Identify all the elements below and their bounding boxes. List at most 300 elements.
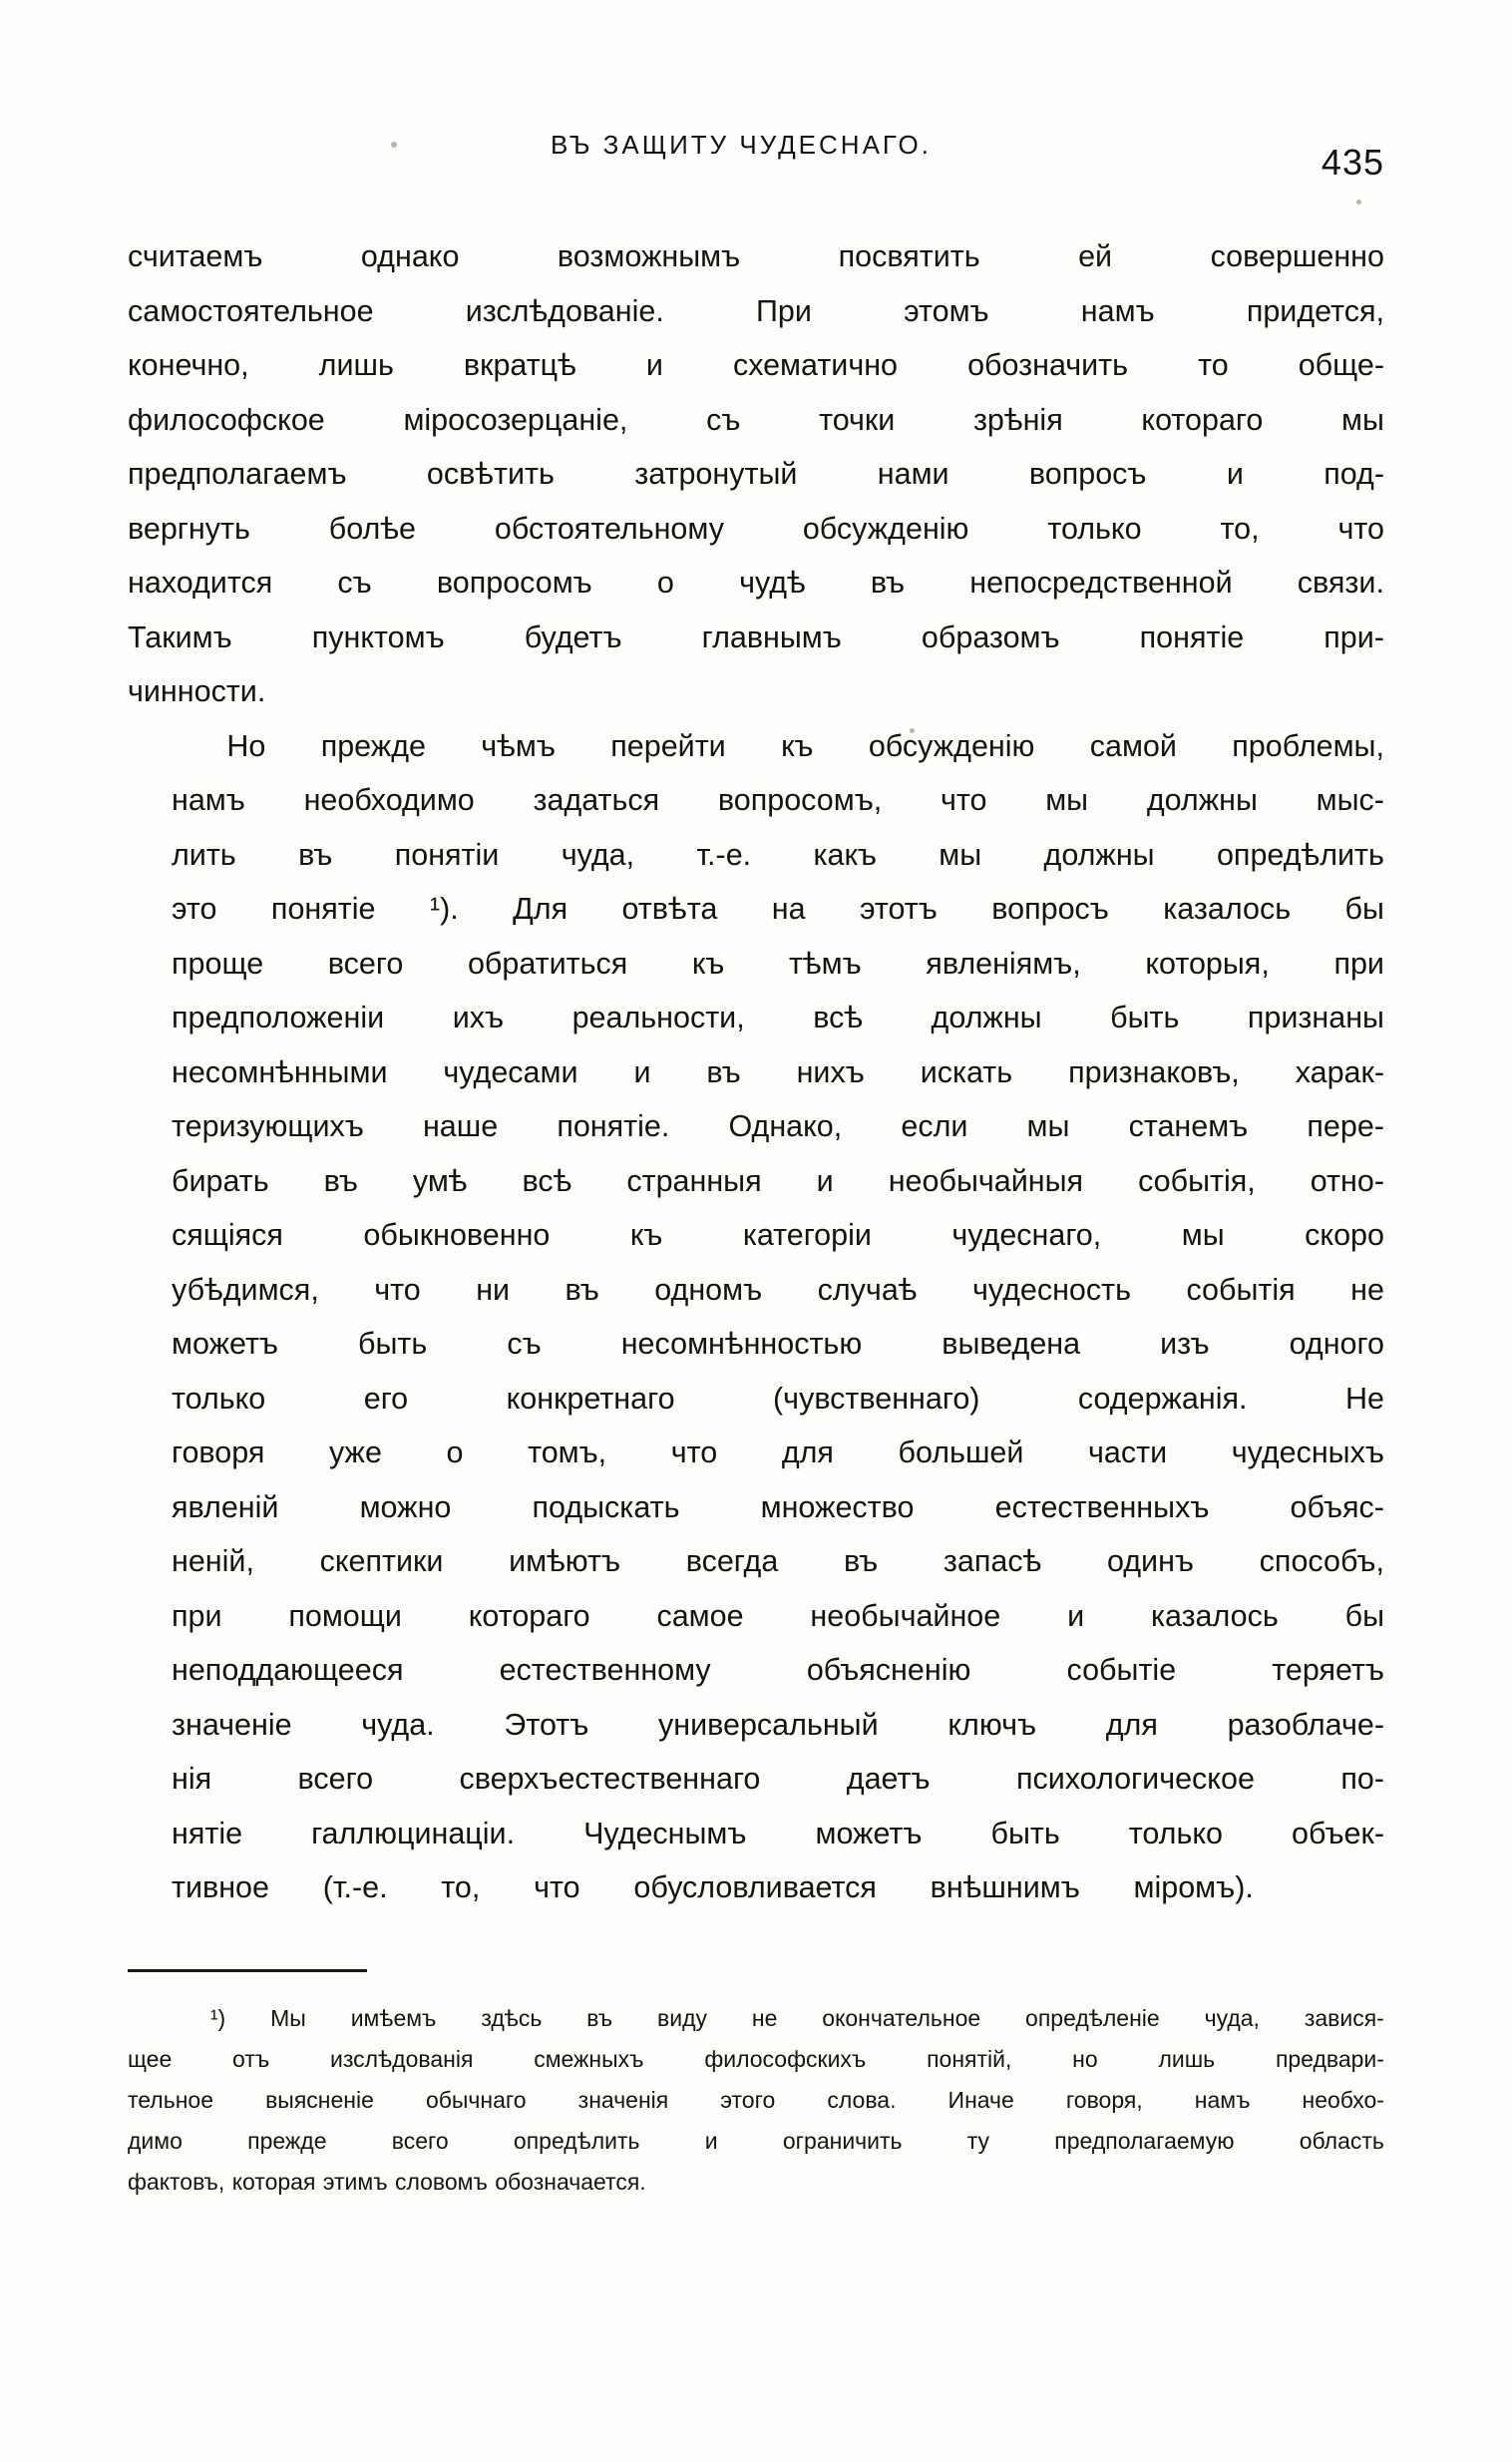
word: здѣсь: [481, 2004, 543, 2031]
word: должны: [1043, 837, 1155, 872]
word: чудесныхъ: [1231, 1436, 1384, 1469]
word: не: [1350, 1272, 1384, 1307]
text-line: [128, 2121, 1384, 2162]
paragraph-1: [128, 229, 1384, 719]
word: точки: [819, 402, 896, 437]
word: конкретнаго: [506, 1381, 675, 1416]
footnote: [128, 1998, 1384, 2203]
word: нихъ: [796, 1054, 865, 1089]
word: мы: [1181, 1218, 1225, 1252]
word: бирать: [172, 1163, 269, 1198]
word: говоря,: [1065, 2086, 1143, 2113]
word: (т.-е.: [322, 1870, 388, 1904]
word: естественному: [499, 1653, 711, 1687]
word: къ: [629, 1218, 663, 1252]
word: реальности,: [571, 1001, 745, 1034]
word: должны: [1146, 783, 1258, 817]
word: придется,: [1246, 293, 1384, 328]
word: его: [363, 1381, 409, 1416]
paragraph-2: [128, 719, 1384, 1915]
word: намъ: [1194, 2086, 1251, 2113]
word: философскихъ: [704, 2045, 867, 2072]
word: естественныхъ: [994, 1489, 1210, 1524]
word: то,: [441, 1870, 481, 1904]
word: Для: [513, 892, 568, 926]
word: этимъ: [322, 2168, 388, 2195]
word: къ: [781, 728, 814, 763]
word: въ: [706, 1054, 741, 1089]
word: даетъ: [846, 1762, 931, 1796]
word: скоро: [1305, 1218, 1384, 1252]
word: при-: [1323, 619, 1384, 654]
word: обыкновенно: [363, 1218, 551, 1252]
word: опредѣлить: [1216, 837, 1384, 872]
word: съ: [337, 566, 372, 600]
word: о: [656, 566, 674, 600]
word: виду: [657, 2004, 707, 2031]
word: бы: [1344, 1598, 1384, 1633]
word: мы: [1341, 402, 1384, 437]
word: перейти: [610, 728, 726, 763]
word: о: [446, 1436, 464, 1469]
word: чудесами: [443, 1054, 578, 1089]
word: проще: [172, 946, 264, 981]
word: чудѣ: [739, 566, 806, 600]
word: предположеніи: [172, 1001, 385, 1034]
text-line: [128, 1698, 1384, 1753]
text-line: [128, 229, 1384, 284]
word: что: [374, 1272, 421, 1307]
word: объясненію: [806, 1653, 971, 1687]
word: признаны: [1247, 1001, 1384, 1034]
word: предполагаемъ: [128, 457, 347, 491]
word: тельное: [128, 2086, 213, 2113]
word: непосредственной: [969, 566, 1233, 600]
word: харак-: [1295, 1054, 1384, 1089]
word: въ: [565, 1272, 599, 1307]
word: множество: [760, 1489, 915, 1524]
word: всего: [391, 2127, 449, 2154]
word: всего: [327, 946, 404, 981]
word: предвари-: [1275, 2045, 1384, 2072]
word: т.-е.: [696, 837, 752, 872]
word: отвѣта: [621, 892, 718, 926]
word: ¹): [209, 2004, 226, 2031]
word: быть: [1110, 1001, 1180, 1034]
word: сверхъестественнаго: [459, 1762, 761, 1796]
word: способъ,: [1259, 1544, 1384, 1578]
word: этотъ: [859, 892, 938, 926]
word: объяс-: [1290, 1489, 1384, 1524]
text-line: [128, 882, 1384, 937]
word: затронутый: [634, 457, 798, 491]
word: самой: [1089, 728, 1177, 763]
text-line: [128, 937, 1384, 992]
word: скептики: [319, 1544, 444, 1578]
word: однако: [360, 239, 460, 273]
word: Но: [226, 728, 266, 763]
word: Этотъ: [504, 1707, 589, 1742]
word: ни: [476, 1272, 511, 1307]
word: это: [172, 892, 217, 926]
word: котораго: [1141, 402, 1264, 437]
word: обозначается.: [495, 2168, 646, 2195]
word: ключъ: [947, 1707, 1037, 1742]
word: къ: [691, 946, 725, 981]
word: вопросомъ,: [717, 783, 883, 817]
word: въ: [843, 1544, 879, 1578]
word: имѣемъ: [350, 2004, 437, 2031]
word: возможнымъ: [557, 239, 741, 273]
word: котораго: [468, 1598, 590, 1633]
indent-space: [128, 719, 172, 774]
word: находится: [128, 566, 273, 600]
word: значеніе: [172, 1707, 292, 1742]
word: несомнѣнностью: [620, 1327, 863, 1361]
word: случаѣ: [817, 1272, 918, 1307]
word: что: [1337, 511, 1384, 546]
word: понятіе.: [557, 1109, 670, 1143]
word: и: [645, 348, 663, 382]
text-line: [128, 1998, 1384, 2039]
word: запасѣ: [943, 1544, 1042, 1578]
word: самое: [656, 1598, 744, 1633]
word: лишь: [318, 348, 394, 382]
word: только: [172, 1381, 266, 1416]
word: быть: [990, 1816, 1060, 1850]
word: чуда,: [561, 837, 635, 872]
word: одного: [1289, 1327, 1384, 1361]
word: что: [940, 783, 987, 817]
text-line: [128, 1154, 1384, 1209]
text-line: [128, 1208, 1384, 1263]
word: но: [1072, 2045, 1098, 2072]
word: для: [781, 1436, 834, 1469]
word: и: [816, 1163, 834, 1198]
word: зрѣнія: [972, 402, 1063, 437]
word: ограничить: [782, 2127, 903, 2154]
word: можно: [359, 1489, 452, 1524]
text-line: [128, 2039, 1384, 2080]
word: можетъ: [815, 1816, 923, 1850]
word: міросозерцаніе,: [403, 402, 628, 437]
word: нами: [877, 457, 949, 491]
word: словомъ: [394, 2168, 488, 2195]
word: категоріи: [742, 1218, 872, 1252]
word: чудесность: [971, 1272, 1131, 1307]
word: бы: [1344, 892, 1384, 926]
word: конечно,: [128, 348, 249, 382]
word: обозначить: [967, 348, 1129, 382]
text-line: [128, 1317, 1384, 1372]
word: понятіе: [270, 892, 376, 926]
word: событія,: [1138, 1163, 1256, 1198]
word: выведена: [942, 1327, 1081, 1361]
word: то: [1198, 348, 1229, 382]
word: и: [633, 1054, 651, 1089]
text-line: [128, 828, 1384, 883]
word: которая: [231, 2168, 316, 2195]
text-line: [128, 1534, 1384, 1589]
word: мы: [1045, 783, 1089, 817]
word: обще-: [1298, 348, 1384, 382]
word: прежде: [247, 2127, 327, 2154]
word: необходимо: [303, 783, 475, 817]
word: вопросъ: [991, 892, 1109, 926]
word: объек-: [1292, 1816, 1384, 1850]
word: если: [901, 1109, 968, 1143]
word: освѣтить: [426, 457, 555, 491]
word: большей: [898, 1436, 1024, 1469]
word: въ: [586, 2004, 613, 2031]
word: явленій: [172, 1489, 279, 1524]
word: быть: [358, 1327, 428, 1361]
word: при: [172, 1598, 222, 1633]
word: этомъ: [904, 293, 989, 328]
text-line: [128, 1099, 1384, 1154]
word: всего: [297, 1762, 374, 1796]
word: можетъ: [172, 1327, 278, 1361]
text-line: [128, 1426, 1384, 1480]
word: въ: [323, 1163, 358, 1198]
word: казалось: [1163, 892, 1292, 926]
word: ту: [966, 2127, 990, 2154]
word: чуда.: [361, 1707, 435, 1742]
word: обсужденію: [802, 511, 969, 546]
text-line: [128, 447, 1384, 502]
word: выясненіе: [265, 2086, 374, 2113]
word: не: [751, 2004, 778, 2031]
page-number: 435: [1321, 142, 1384, 183]
word: Иначе: [947, 2086, 1014, 2113]
word: болѣе: [328, 511, 416, 546]
word: міромъ).: [1133, 1870, 1254, 1904]
word: помощи: [288, 1598, 402, 1633]
text-line: [128, 1589, 1384, 1644]
word: область: [1299, 2127, 1384, 2154]
word: задаться: [533, 783, 660, 817]
word: фактовъ,: [128, 2168, 225, 2195]
word: намъ: [172, 783, 245, 817]
text-line: [128, 1752, 1384, 1807]
word: вопросомъ: [436, 566, 592, 600]
word: изслѣдованіе.: [465, 293, 664, 328]
word: говоря: [172, 1436, 265, 1469]
word: завися-: [1304, 2004, 1384, 2031]
word: обычнаго: [425, 2086, 527, 2113]
word: необычайныя: [888, 1163, 1084, 1198]
word: казалось: [1150, 1598, 1279, 1633]
word: мы: [939, 837, 982, 872]
word: всѣ: [813, 1001, 864, 1034]
word: событія: [1186, 1272, 1296, 1307]
text-line: [128, 1263, 1384, 1318]
word: отъ: [232, 2045, 270, 2072]
word: подыскать: [532, 1489, 680, 1524]
word: считаемъ: [128, 239, 263, 273]
word: Мы: [270, 2004, 306, 2031]
word: съ: [507, 1327, 542, 1361]
word: странныя: [626, 1163, 762, 1198]
word: всѣ: [522, 1163, 572, 1198]
word: событіе: [1066, 1653, 1177, 1687]
text-line: [128, 502, 1384, 557]
word: всегда: [685, 1544, 779, 1578]
word: изъ: [1160, 1327, 1210, 1361]
word: опредѣлить: [513, 2127, 640, 2154]
word: совершенно: [1210, 239, 1384, 273]
word: философское: [128, 402, 325, 437]
word: одинъ: [1106, 1544, 1194, 1578]
text-line: [128, 284, 1384, 339]
word: прежде: [320, 728, 426, 763]
word: пере-: [1307, 1109, 1384, 1143]
word: при: [1333, 946, 1384, 981]
word: обсужденію: [868, 728, 1035, 763]
word: по-: [1340, 1762, 1384, 1796]
text-line: [128, 1807, 1384, 1861]
word: явленіямъ,: [926, 946, 1081, 981]
word: предполагаемую: [1054, 2127, 1235, 2154]
running-head: [128, 130, 1384, 184]
word: (чувственнаго): [773, 1381, 980, 1416]
word: мы: [1026, 1109, 1070, 1143]
word: самостоятельное: [128, 293, 374, 328]
word: теряетъ: [1272, 1653, 1384, 1687]
word: тѣмъ: [788, 946, 862, 981]
word: значенія: [577, 2086, 669, 2113]
word: и: [1067, 1598, 1085, 1633]
word: наше: [422, 1109, 499, 1143]
word: необычайное: [810, 1598, 1001, 1633]
word: мыс-: [1316, 783, 1384, 817]
body-text: [128, 229, 1384, 1915]
word: необхо-: [1302, 2086, 1384, 2113]
word: и: [704, 2127, 718, 2154]
word: на: [771, 892, 806, 926]
word: вопросъ: [1028, 457, 1147, 491]
word: въ: [870, 566, 906, 600]
word: томъ,: [528, 1436, 607, 1469]
text-line: [128, 1372, 1384, 1427]
text-line: [128, 991, 1384, 1045]
word: обстоятельному: [494, 511, 724, 546]
text-line: [128, 1480, 1384, 1535]
word: будетъ: [524, 619, 622, 654]
word: имѣютъ: [509, 1544, 621, 1578]
word: одномъ: [654, 1272, 763, 1307]
word: проблемы,: [1232, 728, 1384, 763]
word: слова.: [827, 2086, 897, 2113]
word: отно-: [1310, 1163, 1384, 1198]
word: вкратцѣ: [463, 348, 576, 382]
word: которыя,: [1145, 946, 1270, 981]
word: обусловливается: [633, 1870, 877, 1904]
word: этого: [720, 2086, 776, 2113]
word: тивное: [172, 1870, 269, 1904]
word: и: [1226, 457, 1244, 491]
word: ей: [1078, 239, 1113, 273]
word: убѣдимся,: [172, 1272, 319, 1307]
word: Такимъ: [128, 619, 232, 654]
word: щее: [128, 2045, 173, 2072]
word: схематично: [732, 348, 899, 382]
running-title: ВЪ ЗАЩИТУ ЧУДЕСНАГО.: [550, 130, 932, 160]
word: какъ: [813, 837, 877, 872]
word: галлюцинаціи.: [311, 1816, 516, 1850]
word: искать: [920, 1054, 1013, 1089]
word: под-: [1323, 457, 1384, 491]
word: Однако,: [728, 1109, 843, 1143]
word: понятіи: [394, 837, 500, 872]
word: лить: [172, 837, 236, 872]
text-line: [128, 1860, 1384, 1915]
word: разоблаче-: [1227, 1707, 1384, 1742]
word: неподдающееся: [172, 1653, 404, 1687]
word: психологическое: [1015, 1762, 1255, 1796]
word: съ: [706, 402, 741, 437]
word: умѣ: [412, 1163, 468, 1198]
word: посвятить: [838, 239, 980, 273]
word: чудеснаго,: [951, 1218, 1102, 1252]
text-line: [128, 2080, 1384, 2121]
word: понятіе: [1139, 619, 1245, 654]
word: что: [670, 1436, 718, 1469]
text-line: [128, 393, 1384, 448]
word: При: [755, 293, 812, 328]
word: несомнѣнными: [172, 1054, 388, 1089]
word: окончательное: [822, 2004, 981, 2031]
word: что: [534, 1870, 580, 1904]
word: нія: [172, 1762, 212, 1796]
footnote-rule: [128, 1969, 367, 1972]
word: неній,: [172, 1544, 254, 1578]
word: Чудеснымъ: [583, 1816, 747, 1850]
word: лишь: [1158, 2045, 1216, 2072]
word: намъ: [1080, 293, 1155, 328]
word: внѣшнимъ: [930, 1870, 1080, 1904]
word: сящіяся: [172, 1218, 283, 1252]
word: смежныхъ: [534, 2045, 644, 2072]
word: ¹).: [429, 892, 459, 926]
word: теризующихъ: [172, 1109, 364, 1143]
word: должны: [931, 1001, 1042, 1034]
word: только: [1128, 1816, 1224, 1850]
word: чуда,: [1204, 2004, 1260, 2031]
word: универсальный: [658, 1707, 879, 1742]
word: содержанія.: [1077, 1381, 1248, 1416]
word: чѣмъ: [481, 728, 556, 763]
text-line: [128, 2162, 1384, 2203]
word: ихъ: [452, 1001, 505, 1034]
text-line: [128, 664, 1384, 719]
text-line: [128, 1643, 1384, 1698]
word: вергнуть: [128, 511, 250, 546]
word: понятій,: [927, 2045, 1012, 2072]
word: въ: [298, 837, 333, 872]
indent-space: [128, 1998, 166, 2039]
text-line: [128, 611, 1384, 665]
text-line: [128, 773, 1384, 828]
word: то,: [1220, 511, 1260, 546]
word: пунктомъ: [311, 619, 445, 654]
word: для: [1105, 1707, 1158, 1742]
word: уже: [328, 1436, 382, 1469]
word: станемъ: [1128, 1109, 1249, 1143]
word: образомъ: [921, 619, 1060, 654]
word: димо: [128, 2127, 183, 2154]
word: опредѣленіе: [1025, 2004, 1160, 2031]
